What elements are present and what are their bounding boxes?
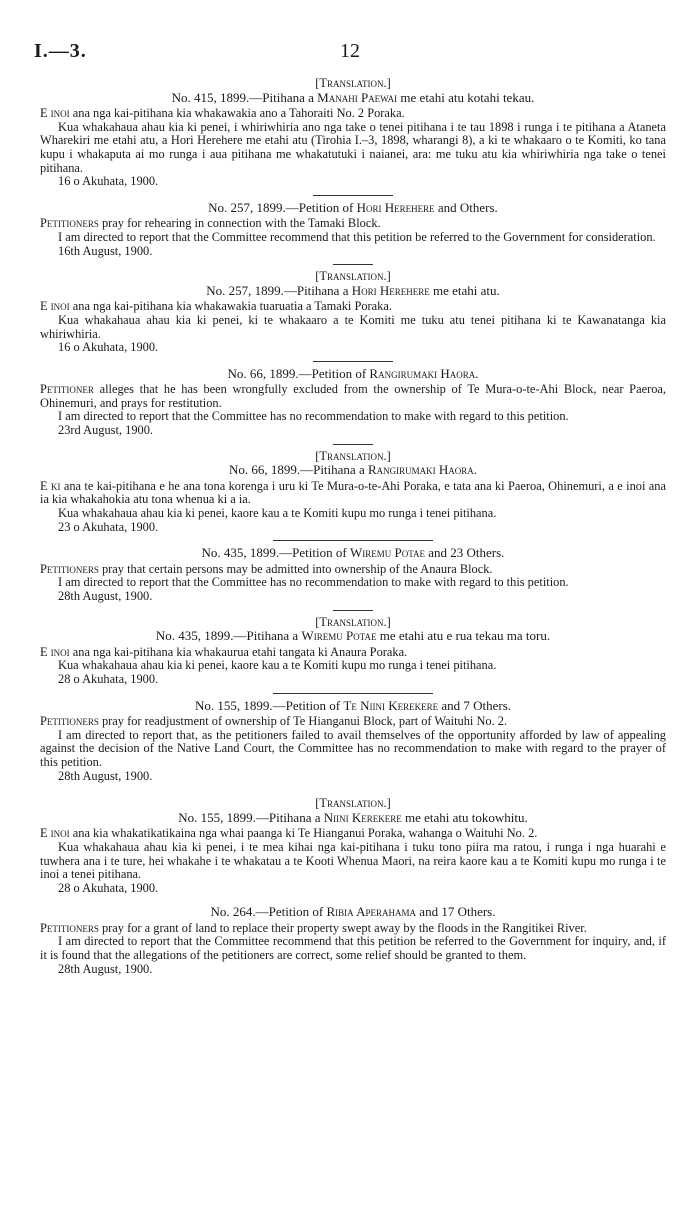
- petition-title: No. 257, 1899.—Pitihana a Hori Herehere me etahi atu.: [206, 282, 500, 298]
- section-divider: [273, 693, 433, 694]
- petition-prayer: E inoi ana nga kai-pitihana kia whakawakia tuaruatia a Tamaki Poraka.: [40, 299, 392, 314]
- committee-report: Kua whakahaua ahau kia ki penei, kaore kau a te Komiti kupu mo runga i tenei pitihana.: [58, 506, 497, 521]
- translation-label: [Translation.]: [315, 76, 391, 90]
- petition-title: No. 435, 1899.—Pitihana a Wiremu Potae me etahi atu e rua tekau ma toru.: [155, 628, 551, 644]
- report-date: 28 o Akuhata, 1900.: [58, 671, 159, 686]
- committee-report: I am directed to report that the Committee has no recommendation to make with regard to this petition.: [58, 409, 569, 424]
- report-date: 23rd August, 1900.: [58, 423, 153, 438]
- translation-label: [Translation.]: [315, 448, 391, 463]
- report-date: 16th August, 1900.: [58, 243, 153, 258]
- petition-section: [40, 264, 666, 355]
- petition-section: [40, 905, 666, 976]
- report-date: 28th August, 1900.: [58, 589, 153, 603]
- committee-report: I am directed to report that the Committee recommend that this petition be referred to the Government for consideration.: [58, 229, 656, 244]
- petition-prayer: E inoi ana nga kai-pitihana kia whakawakia ano a Tahoraiti No. 2 Poraka.: [40, 106, 405, 121]
- petition-section: [40, 361, 666, 438]
- committee-report: I am directed to report that the Committee has no recommendation to make with regard to this petition.: [58, 575, 569, 590]
- report-date: 16 o Akuhata, 1900.: [58, 174, 159, 189]
- report-date: 28th August, 1900.: [58, 961, 153, 976]
- section-divider: [333, 444, 373, 445]
- petition-prayer: E ki ana te kai-pitihana e he ana tona korenga i uru ki Te Mura-o-te-Ahi Poraka, e tata ana ki Paeroa, Ohinemuri, a e inoi ana ia kia whakahokia atu tona whenua ki a ia.: [40, 478, 666, 507]
- report-date: 28 o Akuhata, 1900.: [58, 880, 159, 895]
- page-number: 12: [340, 40, 360, 62]
- petition-section: [40, 195, 666, 258]
- report-date: 28th August, 1900.: [58, 768, 153, 783]
- section-divider: [333, 264, 373, 265]
- section-divider: [313, 361, 393, 362]
- petition-title: No. 66, 1899.—Pitihana a Rangirumaki Haora.: [228, 462, 478, 478]
- petition-prayer: E inoi ana kia whakatikatikaina nga whai paanga ki Te Hianganui Poraka, wahanga o Waituhi No. 2.: [40, 826, 538, 841]
- petition-title: No. 155, 1899.—Pitihana a Niini Kerekere me etahi atu tokowhitu.: [178, 809, 528, 825]
- section-divider: [333, 610, 373, 611]
- petition-title: No. 415, 1899.—Pitihana a Manahi Paewai me etahi atu kotahi tekau.: [171, 89, 535, 105]
- petition-title: No. 155, 1899.—Petition of Te Niini Kerekere and 7 Others.: [194, 697, 512, 713]
- petitions-column: [40, 77, 666, 982]
- petition-section: [40, 610, 666, 687]
- petition-section: [40, 444, 666, 535]
- petition-section: [40, 540, 666, 603]
- translation-label: [Translation.]: [315, 269, 391, 284]
- petition-prayer: Petitioner alleges that he has been wrongfully excluded from the ownership of Te Mura-o-te-Ahi Block, near Paeroa, Ohinemuri, and prays for restitution.: [40, 382, 666, 410]
- petition-title: No. 264.—Petition of Ribia Aperahama and 17 Others.: [210, 904, 496, 920]
- committee-report: Kua whakahaua ahau kia ki penei, i whiriwhiria ano nga take o tenei pitihana i te tau 1898 i runga i te pitihana a Ataneta Wharekiri me etahi atu, a Hori Herehere me etahi atu (Tirohia I.–3, 1898, wharangi 8), a ki te whakaaro o te Komiti, ko tana kupu i whakaputa ai mo runga i aua pitihana me whakatutuki i naianei, ara: me tuku atu kia whiriwhiria nga take o tenei pitihana.: [40, 119, 666, 175]
- petition-title: No. 435, 1899.—Petition of Wiremu Potae and 23 Others.: [201, 545, 505, 561]
- report-date: 16 o Akuhata, 1900.: [58, 340, 159, 355]
- series-reference: I.—3.: [34, 40, 87, 62]
- section-divider: [273, 540, 433, 541]
- petition-section: [40, 77, 666, 189]
- translation-label: [Translation.]: [315, 614, 391, 629]
- petition-title: No. 257, 1899.—Petition of Hori Herehere and Others.: [208, 199, 498, 215]
- committee-report: Kua whakahaua ahau kia ki penei, i te mea kihai nga kai-pitihana i tuku tono piira ma ratou, i runga i nga huarahi e tuwhera ana i te ture, hei whakahe i te whakatau a te Kooti Whenua Maori, na reira kaore kau a te Komiti kupu mo runga i te inoi a tenei pitihana.: [40, 839, 666, 882]
- committee-report: I am directed to report that, as the petitioners failed to avail themselves of the opportunity afforded by law of appealing against the decision of the Native Land Court, the Committee has no recommendation to make with regard to the prayer of this petition.: [40, 727, 666, 769]
- petition-prayer: E inoi ana nga kai-pitihana kia whakaurua etahi tangata ki Anaura Poraka.: [40, 644, 408, 659]
- petition-prayer: Petitioners pray that certain persons may be admitted into ownership of the Anaura Block.: [40, 561, 493, 576]
- translation-label: [Translation.]: [315, 796, 391, 811]
- committee-report: I am directed to report that the Committee recommend that this petition be referred to the Government for inquiry, and, if it is found that the allegations of the petitioners are correct, some relief should be granted to them.: [40, 934, 666, 963]
- petition-title: No. 66, 1899.—Petition of Rangirumaki Haora.: [227, 365, 479, 381]
- report-date: 23 o Akuhata, 1900.: [58, 519, 159, 534]
- petition-prayer: Petitioners pray for readjustment of ownership of Te Hianganui Block, part of Waituhi No. 2.: [40, 714, 508, 729]
- petition-prayer: Petitioners pray for a grant of land to replace their property swept away by the floods in the Rangitikei River.: [40, 920, 587, 935]
- petition-section: [40, 693, 666, 784]
- section-divider: [313, 195, 393, 196]
- committee-report: Kua whakahaua ahau kia ki penei, kaore kau a te Komiti kupu mo runga i tenei pitihana.: [58, 658, 497, 673]
- committee-report: Kua whakahaua ahau kia ki penei, ki te whakaaro a te Komiti me tuku atu tenei pitihana ki te Kawanatanga kia whiriwhiria.: [40, 312, 666, 341]
- petition-section: [40, 797, 666, 895]
- petition-prayer: Petitioners pray for rehearing in connection with the Tamaki Block.: [40, 216, 381, 231]
